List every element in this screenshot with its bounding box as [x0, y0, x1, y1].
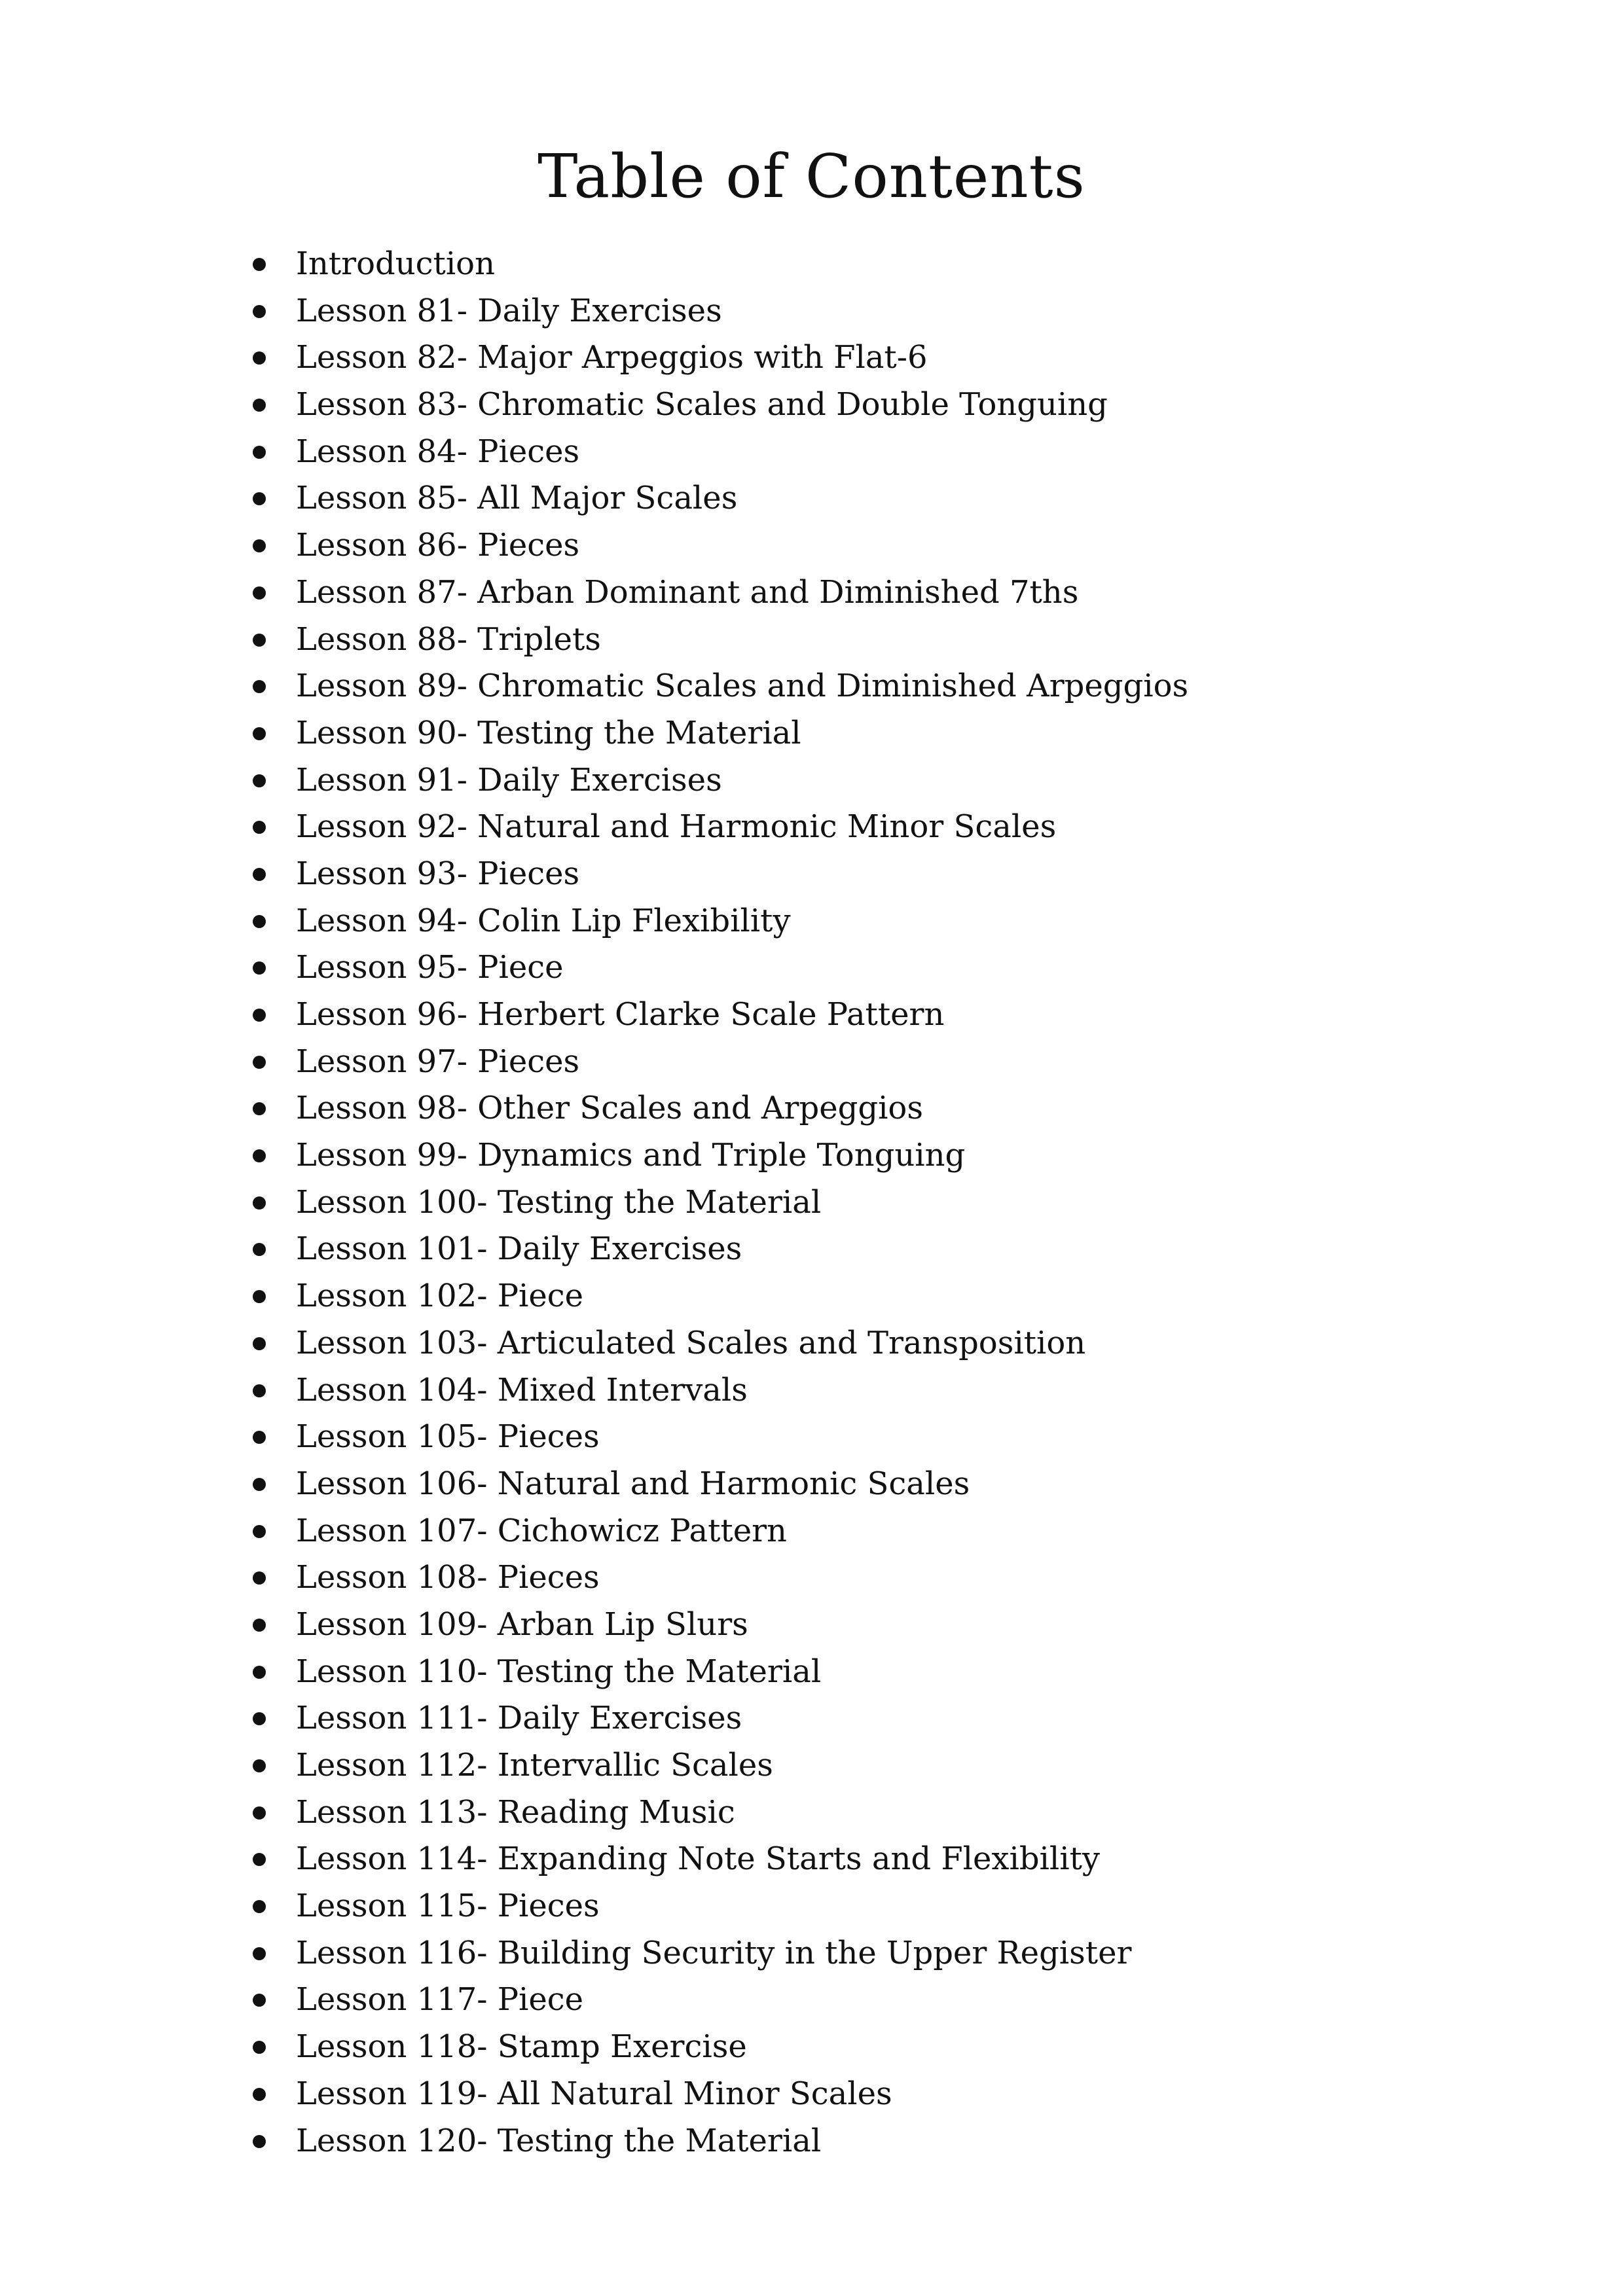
toc-item-label: Lesson 81- Daily Exercises — [296, 292, 722, 329]
bullet-icon — [253, 2088, 266, 2101]
toc-item — [236, 1039, 1480, 1086]
toc-item — [236, 1554, 1480, 1602]
toc-item-label: Lesson 111- Daily Exercises — [296, 1700, 742, 1737]
bullet-icon — [253, 586, 266, 600]
toc-item — [236, 1320, 1480, 1367]
bullet-icon — [253, 1619, 266, 1632]
toc-item — [236, 2071, 1480, 2118]
toc-item — [236, 1883, 1480, 1930]
bullet-icon — [253, 1666, 266, 1679]
toc-item-label: Lesson 83- Chromatic Scales and Double Tonguing — [296, 386, 1108, 423]
toc-item-label: Lesson 116- Building Security in the Upper Register — [296, 1934, 1132, 1971]
toc-item — [236, 2118, 1480, 2165]
toc-item-label: Lesson 106- Natural and Harmonic Scales — [296, 1465, 970, 1502]
toc-item — [236, 1649, 1480, 1696]
toc-item — [236, 804, 1480, 851]
toc-item-label: Lesson 96- Herbert Clarke Scale Pattern — [296, 996, 945, 1033]
toc-item — [236, 475, 1480, 522]
bullet-icon — [253, 727, 266, 740]
toc-item — [236, 710, 1480, 757]
toc-item-label: Lesson 89- Chromatic Scales and Diminished Arpeggios — [296, 668, 1189, 705]
bullet-icon — [253, 1900, 266, 1913]
bullet-icon — [253, 1853, 266, 1866]
toc-item — [236, 1414, 1480, 1461]
toc-item — [236, 1461, 1480, 1508]
bullet-icon — [253, 1759, 266, 1772]
toc-item-label: Lesson 103- Articulated Scales and Transposition — [296, 1324, 1086, 1361]
toc-item — [236, 1226, 1480, 1273]
toc-item-label: Lesson 120- Testing the Material — [296, 2122, 822, 2159]
bullet-icon — [253, 634, 266, 647]
toc-item — [236, 1930, 1480, 1977]
bullet-icon — [253, 258, 266, 271]
toc-item — [236, 241, 1480, 288]
toc-item-label: Lesson 88- Triplets — [296, 620, 601, 658]
bullet-icon — [253, 821, 266, 834]
bullet-icon — [253, 1337, 266, 1350]
toc-item-label: Lesson 93- Pieces — [296, 855, 580, 892]
toc-item-label: Lesson 107- Cichowicz Pattern — [296, 1512, 787, 1549]
toc-item-label: Lesson 101- Daily Exercises — [296, 1230, 742, 1268]
toc-item — [236, 617, 1480, 664]
toc-item — [236, 429, 1480, 476]
toc-item — [236, 851, 1480, 898]
toc-item — [236, 1085, 1480, 1132]
bullet-icon — [253, 539, 266, 552]
toc-item — [236, 1836, 1480, 1883]
toc-item — [236, 1695, 1480, 1742]
toc-item-label: Lesson 91- Daily Exercises — [296, 761, 722, 798]
bullet-icon — [253, 1431, 266, 1444]
toc-item — [236, 334, 1480, 382]
toc-item-label: Lesson 102- Piece — [296, 1278, 584, 1315]
bullet-icon — [253, 446, 266, 459]
bullet-icon — [253, 1994, 266, 2007]
toc-item — [236, 757, 1480, 804]
toc-item — [236, 522, 1480, 569]
bullet-icon — [253, 1243, 266, 1256]
toc-item — [236, 944, 1480, 992]
bullet-icon — [253, 1947, 266, 1960]
bullet-icon — [253, 1009, 266, 1022]
bullet-icon — [253, 1806, 266, 1820]
toc-item-label: Lesson 119- All Natural Minor Scales — [296, 2075, 892, 2112]
toc-item — [236, 1179, 1480, 1227]
bullet-icon — [253, 1056, 266, 1069]
toc-item-label: Lesson 105- Pieces — [296, 1418, 600, 1456]
bullet-icon — [253, 961, 266, 975]
toc-item — [236, 1508, 1480, 1555]
bullet-icon — [253, 1102, 266, 1115]
toc-item — [236, 1789, 1480, 1837]
bullet-icon — [253, 1712, 266, 1725]
toc-item-label: Lesson 94- Colin Lip Flexibility — [296, 902, 791, 939]
bullet-icon — [253, 915, 266, 928]
toc-item — [236, 898, 1480, 945]
toc-item-label: Lesson 99- Dynamics and Triple Tonguing — [296, 1137, 966, 1174]
bullet-icon — [253, 2135, 266, 2148]
toc-item-label: Lesson 112- Intervallic Scales — [296, 1747, 773, 1784]
bullet-icon — [253, 680, 266, 693]
toc-item — [236, 569, 1480, 617]
toc-item-label: Lesson 117- Piece — [296, 1981, 584, 2018]
toc-item — [236, 1602, 1480, 1649]
toc-item-label: Lesson 84- Pieces — [296, 433, 580, 470]
toc-item-label: Lesson 95- Piece — [296, 949, 564, 986]
toc-item-label: Lesson 104- Mixed Intervals — [296, 1371, 748, 1408]
bullet-icon — [253, 351, 266, 365]
toc-item-label: Lesson 109- Arban Lip Slurs — [296, 1605, 748, 1643]
toc-item — [236, 1367, 1480, 1414]
bullet-icon — [253, 1196, 266, 1210]
toc-item-label: Lesson 90- Testing the Material — [296, 714, 801, 751]
bullet-icon — [253, 492, 266, 505]
toc-item-label: Introduction — [296, 245, 495, 282]
toc-item — [236, 2024, 1480, 2071]
bullet-icon — [253, 868, 266, 881]
toc-item-label: Lesson 98- Other Scales and Arpeggios — [296, 1090, 923, 1127]
toc-list — [236, 241, 1480, 2164]
toc-item-label: Lesson 118- Stamp Exercise — [296, 2028, 747, 2066]
toc-item-label: Lesson 97- Pieces — [296, 1043, 580, 1080]
toc-item-label: Lesson 115- Pieces — [296, 1888, 600, 1925]
toc-item-label: Lesson 108- Pieces — [296, 1559, 600, 1596]
toc-item-label: Lesson 92- Natural and Harmonic Minor Scales — [296, 808, 1057, 846]
toc-item-label: Lesson 114- Expanding Note Starts and Flexibility — [296, 1840, 1101, 1878]
bullet-icon — [253, 1290, 266, 1303]
toc-item-label: Lesson 113- Reading Music — [296, 1793, 735, 1831]
toc-item-label: Lesson 87- Arban Dominant and Diminished 7ths — [296, 573, 1079, 611]
toc-item-label: Lesson 86- Pieces — [296, 527, 580, 564]
toc-item — [236, 1273, 1480, 1320]
bullet-icon — [253, 774, 266, 787]
bullet-icon — [253, 1149, 266, 1162]
toc-item-label: Lesson 110- Testing the Material — [296, 1653, 822, 1690]
toc-item — [236, 1742, 1480, 1789]
toc-item-label: Lesson 82- Major Arpeggios with Flat-6 — [296, 339, 928, 376]
bullet-icon — [253, 399, 266, 412]
toc-item-label: Lesson 100- Testing the Material — [296, 1183, 822, 1221]
bullet-icon — [253, 1571, 266, 1585]
toc-item — [236, 288, 1480, 335]
toc-item — [236, 1132, 1480, 1179]
bullet-icon — [253, 1525, 266, 1538]
page-title: Table of Contents — [538, 141, 1085, 211]
bullet-icon — [253, 1478, 266, 1491]
bullet-icon — [253, 1384, 266, 1397]
toc-item-label: Lesson 85- All Major Scales — [296, 480, 738, 517]
bullet-icon — [253, 305, 266, 318]
toc-item — [236, 992, 1480, 1039]
toc-item — [236, 663, 1480, 710]
toc-item — [236, 1977, 1480, 2024]
bullet-icon — [253, 2041, 266, 2054]
toc-item — [236, 382, 1480, 429]
